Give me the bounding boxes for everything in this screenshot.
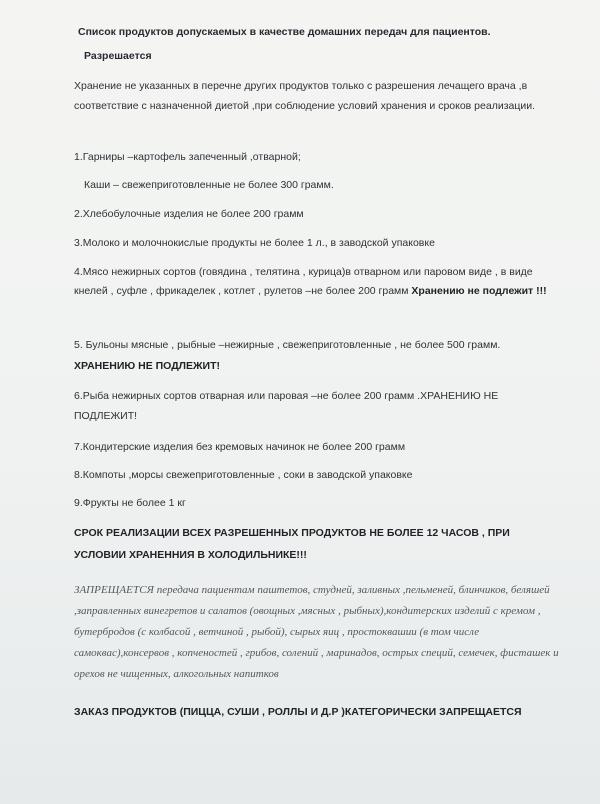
- list-item-4: [74, 263, 564, 301]
- list-item-8: 8.Компоты ,морсы свежеприготовленные , соки в заводской упаковке: [74, 469, 413, 481]
- intro-paragraph: Хранение не указанных в перечне других продуктов только с разрешения лечащего врача ,в соответствие с назначенной диетой ,при соблюдение условий хранения и сроков реализации.: [74, 80, 536, 112]
- document-title: Список продуктов допускаемых в качестве домашних передач для пациентов.: [78, 26, 491, 38]
- forbidden-keyword: ЗАПРЕЩАЕТСЯ: [74, 584, 154, 596]
- allowed-heading: Разрешается: [84, 50, 152, 62]
- forbidden-paragraph: [74, 580, 560, 685]
- list-item-7: 7.Кондитерские изделия без кремовых начинок не более 200 грамм: [74, 441, 406, 453]
- list-item-2: 2.Хлебобулочные изделия не более 200 грамм: [74, 208, 304, 220]
- list-item-4-warning: Хранению не подлежит !!!: [411, 285, 547, 297]
- list-item-5: [74, 335, 564, 377]
- list-item-6: 6.Рыба нежирных сортов отварная или паровая –не более 200 грамм .ХРАНЕНИЮ НЕ ПОДЛЕЖИТ!: [74, 390, 499, 422]
- forbidden-list: передача пациентам паштетов, студней, заливных ,пельменей, блинчиков, беляшей ,заправленных винегретов и салатов (овощных ,мясных , рыбных),кондитерских изделий с кремом , бутербродов (с колбасой , ветчиной , рыбой), сырых яиц , простоквашии (в том числе самоквас),консервов , копченостей , грибов, солений , маринадов, острых специй, семечек, фисташек и орехов не чищенных, алкогольных напитков: [74, 584, 559, 680]
- list-item-5-text: 5. Бульоны мясные , рыбные –нежирные , свежеприготовленные , не более 500 грамм.: [74, 339, 501, 351]
- list-item-1-porridge: Каши – свежеприготовленные не более 300 грамм.: [84, 179, 334, 191]
- list-item-5-warning: ХРАНЕНИЮ НЕ ПОДЛЕЖИТ!: [74, 360, 221, 372]
- order-ban-notice: ЗАКАЗ ПРОДУКТОВ (ПИЦЦА, СУШИ , РОЛЛЫ И Д.Р )КАТЕГОРИЧЕСКИ ЗАПРЕЩАЕТСЯ: [74, 706, 522, 718]
- list-item-1: 1.Гарниры –картофель запеченный ,отварной;: [74, 151, 301, 163]
- list-item-3: 3.Молоко и молочнокислые продукты не более 1 л., в заводской упаковке: [74, 237, 435, 249]
- shelf-life-notice: СРОК РЕАЛИЗАЦИИ ВСЕХ РАЗРЕШЕННЫХ ПРОДУКТОВ НЕ БОЛЕЕ 12 ЧАСОВ , ПРИ УСЛОВИИ ХРАНЕННИЯ В ХОЛОДИЛЬНИКЕ!!!: [74, 527, 510, 561]
- list-item-9: 9.Фрукты не более 1 кг: [74, 497, 186, 509]
- list-item-4-text: 4.Мясо нежирных сортов (говядина , телятина , курица)в отварном или паровом виде , в виде кнелей , суфле , фрикаделек , котлет , рулетов –не более 200 грамм: [74, 266, 533, 297]
